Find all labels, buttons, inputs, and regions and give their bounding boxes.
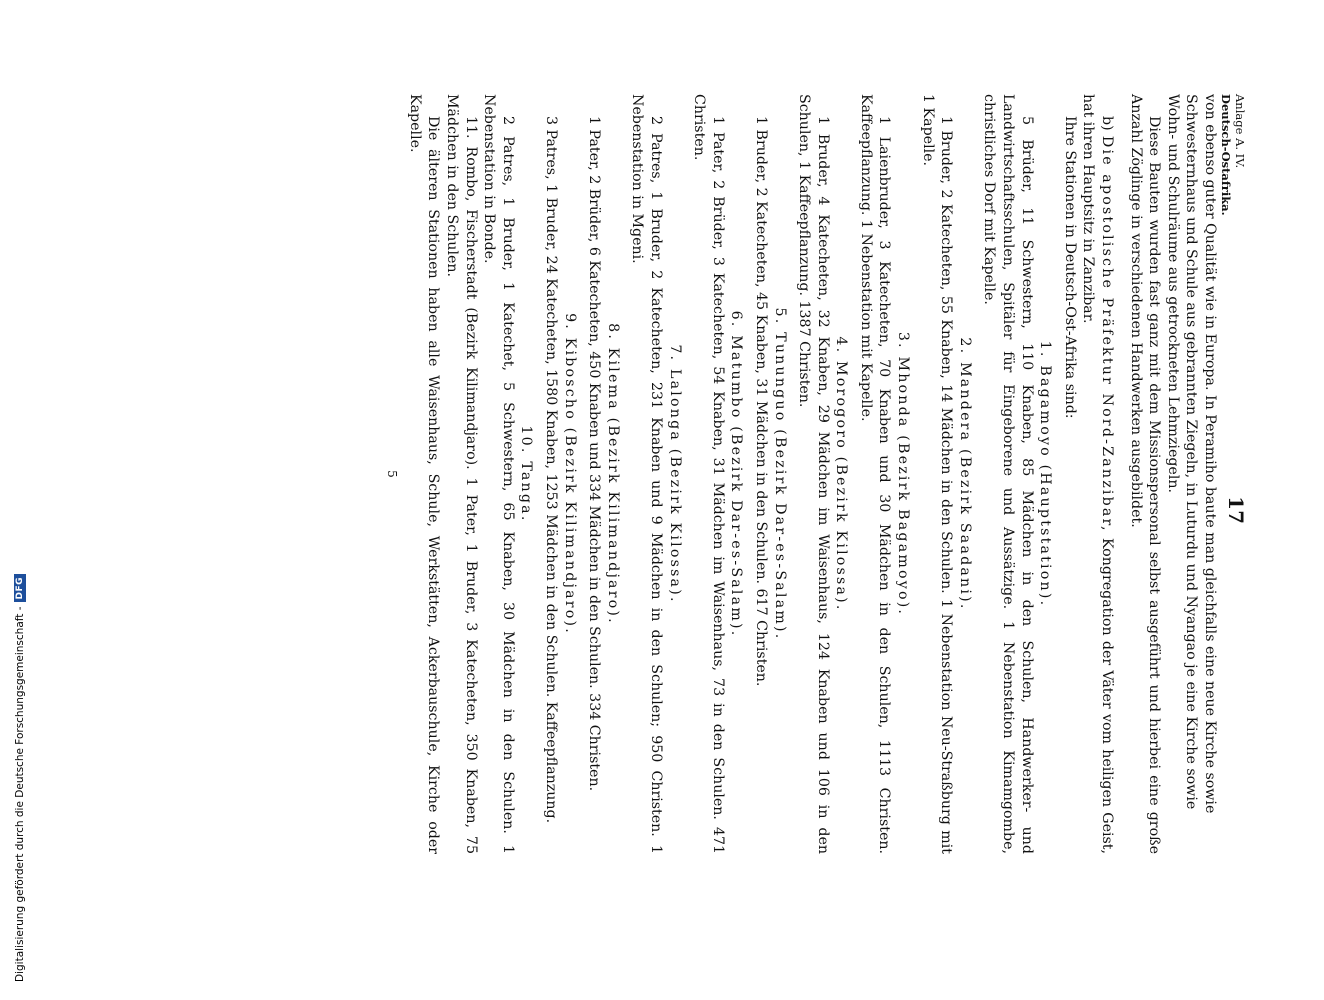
station-text: 1 Pater, 2 Brüder, 6 Katecheten, 450 Knaben und 334 Mädchen in den Schulen. 334 Christen. xyxy=(586,116,603,792)
scanned-page xyxy=(77,94,1247,854)
section-title: Die apostolische Präfektur Nord-Zanzibar, xyxy=(1099,135,1116,533)
station-item xyxy=(751,94,788,854)
annex-label: Anlage A. IV. xyxy=(1233,94,1247,169)
station-text: 2 Patres, 1 Bruder, 2 Katecheten, 231 Knaben und 9 Mädchen in den Schulen; 950 Christen. 1 Nebenstation in Mgeni. xyxy=(629,94,664,854)
station-item xyxy=(442,94,479,854)
station-heading: 3. Mhonda (Bezirk Bagamoyo). xyxy=(895,331,912,617)
section-label: b) xyxy=(1099,116,1116,131)
section-b xyxy=(1060,94,1116,854)
credit-text: Digitalisierung gefördert durch die Deutsche Forschungsgemeinschaft - xyxy=(14,606,26,982)
header-left xyxy=(1219,94,1247,216)
intro-paragraph: von ebenso guter Qualität wie in Europa. In Peramiho baute man gleichfalls eine neue Kirche sowie Schwesternhaus und Schule aus gebrannten Ziegeln, in Luturdu und Nyangao je eine Kirche sowie Wohn- und Schulräume aus getrockneten Lehmziegeln. xyxy=(1164,94,1218,814)
dfg-logo: DFG xyxy=(14,574,26,603)
stations-intro: Ihre Stationen in Deutsch-Ost-Afrika sind: xyxy=(1061,116,1078,419)
digitization-credit xyxy=(14,574,26,982)
station-item xyxy=(585,94,622,854)
station-item xyxy=(795,94,851,854)
station-item xyxy=(980,94,1054,854)
station-text: 1 Bruder, 2 Katecheten, 55 Knaben, 14 Mädchen in den Schulen. 1 Nebenstation Neu-Straßburg mit 1 Kapelle. xyxy=(919,94,955,854)
station-item xyxy=(480,94,536,854)
station-text: 1 Pater, 2 Brüder, 3 Katecheten, 54 Knaben, 31 Mädchen im Waisenhaus, 73 in den Schulen. 471 Christen. xyxy=(691,94,726,854)
station-heading: 10. Tanga. xyxy=(518,425,535,523)
page-header xyxy=(1219,94,1247,854)
station-text: 5 Brüder, 11 Schwestern, 110 Knaben, 85 Mädchen in den Schulen, Handwerker- und Landwirtschaftsschulen, Spitäler für Eingeborene und Aussätzige. 1 Nebenstation Kimamgombe, christliches Dorf mit Kapelle. xyxy=(981,94,1035,854)
intro-paragraph-2: Diese Bauten wurden fast ganz mit dem Missionspersonal selbst ausgeführt und hierbei eine große Anzahl Zöglinge in verschiedenen Handwerken ausgebildet. xyxy=(1127,94,1163,854)
station-heading: 1. Bagamoyo (Hauptstation). xyxy=(1037,340,1054,608)
station-heading: 6. Matumbo (Bezirk Dar-es-Salam). xyxy=(728,310,745,638)
station-heading: 7. Lalonga (Bezirk Kilossa). xyxy=(666,344,683,604)
page-number: 17 xyxy=(1224,496,1248,524)
signature-mark: 5 xyxy=(385,470,400,478)
station-list xyxy=(442,94,1054,854)
station-text: 1 Bruder, 2 Katecheten, 45 Knaben, 31 Mädchen in den Schulen. 617 Christen. xyxy=(752,116,769,687)
station-heading: 2. Mandera (Bezirk Saadani). xyxy=(956,337,973,611)
country-label: Deutsch-Ostafrika. xyxy=(1219,94,1233,216)
station-text: 1 Laienbruder, 3 Katecheten, 70 Knaben und 30 Mädchen in den Schulen, 1113 Christen. Kaffeepflanzung. 1 Nebenstation mit Kapelle. xyxy=(857,94,893,854)
station-text: 1 Bruder, 4 Katecheten, 32 Knaben, 29 Mädchen im Waisenhaus, 124 Knaben und 106 in den Schulen, 1 Kaffeepflanzung. 1387 Christen. xyxy=(796,94,831,854)
station-text: 11. Rombo, Fischerstadt (Bezirk Kilimandjaro). 1 Pater, 1 Bruder, 3 Katecheten, 350 Knaben, 75 Mädchen in den Schulen. xyxy=(444,94,479,854)
station-heading: 4. Morogoro (Bezirk Kilossa). xyxy=(833,336,850,612)
station-text: 2 Patres, 1 Bruder, 1 Katechet, 5 Schwestern, 65 Knaben, 30 Mädchen in den Schulen. 1 Nebenstation in Bonde. xyxy=(481,94,516,854)
station-item xyxy=(856,94,912,854)
station-item xyxy=(541,94,578,854)
station-text: 3 Patres, 1 Bruder, 24 Katecheten, 1580 Knaben, 1253 Mädchen in den Schulen. Kaffeepflanzung. xyxy=(543,116,559,824)
station-item xyxy=(628,94,684,854)
station-heading: 8. Kilema (Bezirk Kilimandjaro). xyxy=(604,323,621,625)
station-item xyxy=(690,94,746,854)
station-item xyxy=(918,94,974,854)
station-heading: 5. Tununguo (Bezirk Dar-es-Salam). xyxy=(771,307,788,641)
closing-paragraph: Die älteren Stationen haben alle Waisenhaus, Schule, Werkstätten, Ackerbauschule, Kirche oder Kapelle. xyxy=(406,94,442,854)
station-heading: 9. Kiboscho (Bezirk Kilimandjaro). xyxy=(561,313,578,635)
section-text: Kongregation der Väter vom heiligen Geist, hat ihren Hauptsitz in Zanzibar. xyxy=(1080,94,1116,855)
